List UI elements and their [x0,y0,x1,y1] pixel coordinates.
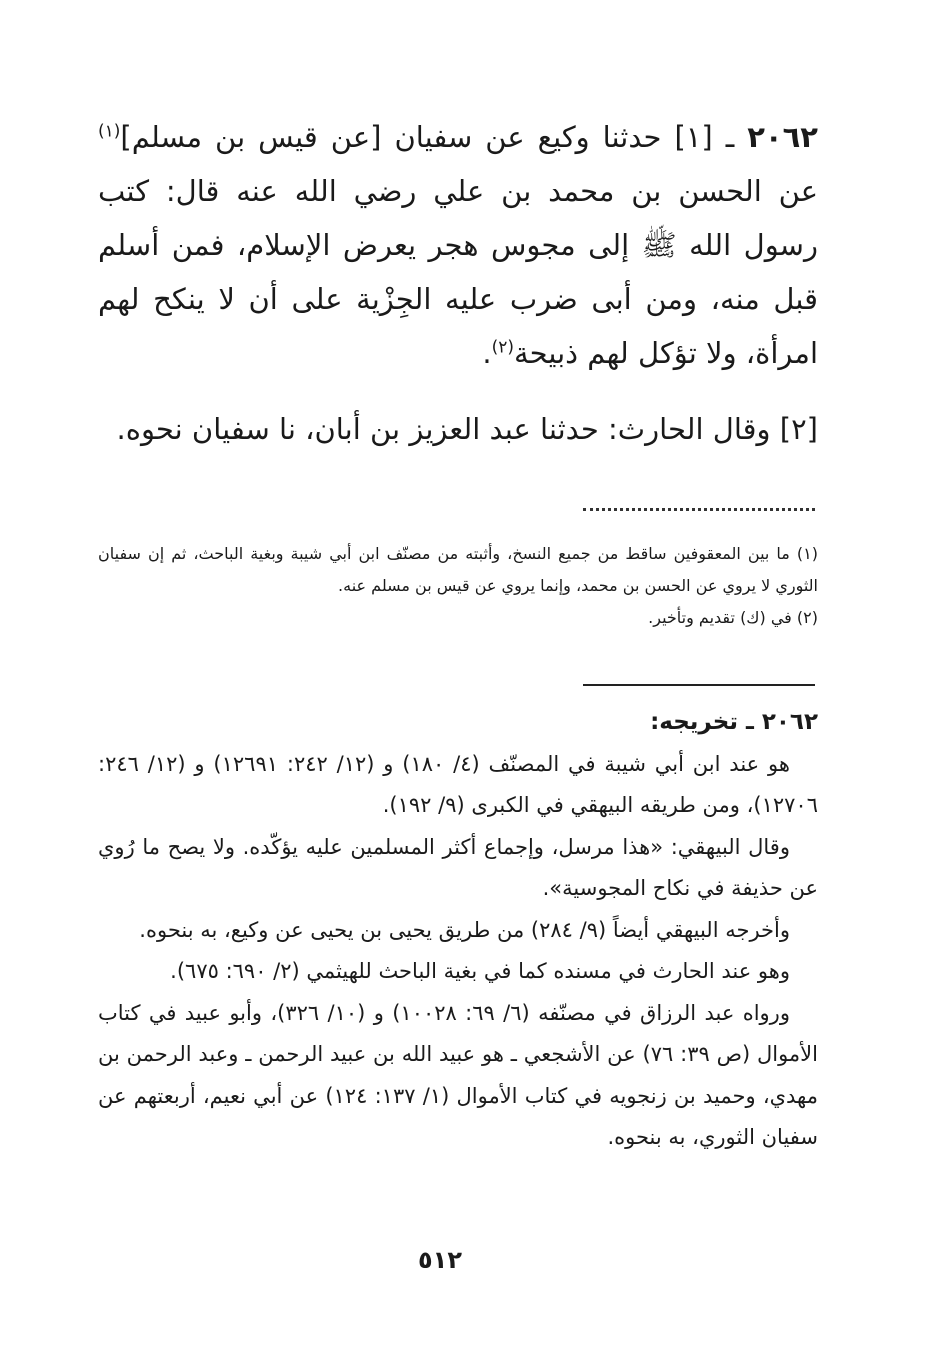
hadith-opening-text: حدثنا وكيع عن سفيان [394,120,662,154]
footnote-2-text: في (ك) تقديم وتأخير. [648,608,792,627]
narration-ref-2: [٢] [779,412,818,446]
takhrij-separator-rule [583,684,815,686]
bracket-insertion: [عن قيس بن مسلم] [120,120,382,154]
footnote-separator-dots [583,508,815,523]
takhrij-paragraph-4: وهو عند الحارث في مسنده كما في بغية الباحث للهيثمي (٢/ ٦٩٠: ٦٧٥). [170,959,790,983]
narration-ref-1: [١] [674,120,713,154]
footnote-1-marker: (١) [796,544,818,563]
takhrij-paragraph-1: هو عند ابن أبي شيبة في المصنّف (٤/ ١٨٠) و (١٢/ ٢٤٢: ١٢٦٩١) و (١٢/ ٢٤٦: ١٢٧٠٦)، ومن طريقه البيهقي في الكبرى (٩/ ١٩٢). [98,751,818,817]
takhrij-section [98,702,818,1159]
hadith-dash: ـ [725,120,735,154]
hadith-paragraph-1 [98,110,818,380]
hadith-end-period: . [482,336,492,370]
takhrij-paragraph-2: وقال البيهقي: «هذا مرسل، وإجماع أكثر المسلمين عليه يؤكّده. ولا يصح ما رُوي عن حذيفة في نكاح المجوسية». [98,834,818,900]
footnote-marker-1: (١) [98,121,121,142]
footnote-2 [98,602,818,634]
footnotes-section [98,538,818,634]
footnote-2-marker: (٢) [796,608,818,627]
footnote-1 [98,538,818,602]
hadith-main-text [98,110,818,456]
narration-2-text: وقال الحارث: حدثنا عبد العزيز بن أبان، نا سفيان نحوه. [116,412,771,446]
footnote-1-text: ما بين المعقوفين ساقط من جميع النسخ، وأثبته من مصنّف ابن أبي شيبة وبغية الباحث، ثم إن سفيان الثوري لا يروي عن الحسن بن محمد، وإنما يروي عن قيس بن مسلم عنه. [98,544,818,595]
page-number: ٥١٢ [418,1246,462,1274]
hadith-paragraph-2 [98,402,818,456]
takhrij-paragraph-3: وأخرجه البيهقي أيضاً (٩/ ٢٨٤) من طريق يحيى بن يحيى عن وكيع، به بنحوه. [139,917,790,942]
hadith-body-text: عن الحسن بن محمد بن علي رضي الله عنه قال: كتب رسول الله ﷺ إلى مجوس هجر يعرض الإسلام، فمن أسلم قبل منه، ومن أبى ضرب عليه الجِزْية على أن لا ينكح لهم امرأة، ولا تؤكل لهم ذبيحة [98,174,818,370]
takhrij-paragraph-5: ورواه عبد الرزاق في مصنّفه (٦/ ٦٩: ١٠٠٢٨) و (١٠/ ٣٢٦)، وأبو عبيد في كتاب الأموال (ص ٣٩: ٧٦) عن الأشجعي ـ هو عبيد الله بن عبيد الرحمن ـ وعبد الرحمن بن مهدي، وحميد بن زنجويه في كتاب الأموال (١/ ١٣٧: ١٢٤) عن أبي نعيم، أربعتهم عن سفيان الثوري، به بنحوه. [98,1000,818,1149]
takhrij-heading: ٢٠٦٢ ـ تخريجه: [650,709,818,735]
hadith-number: ٢٠٦٢ [747,120,819,154]
footnote-marker-2: (٢) [491,337,515,358]
